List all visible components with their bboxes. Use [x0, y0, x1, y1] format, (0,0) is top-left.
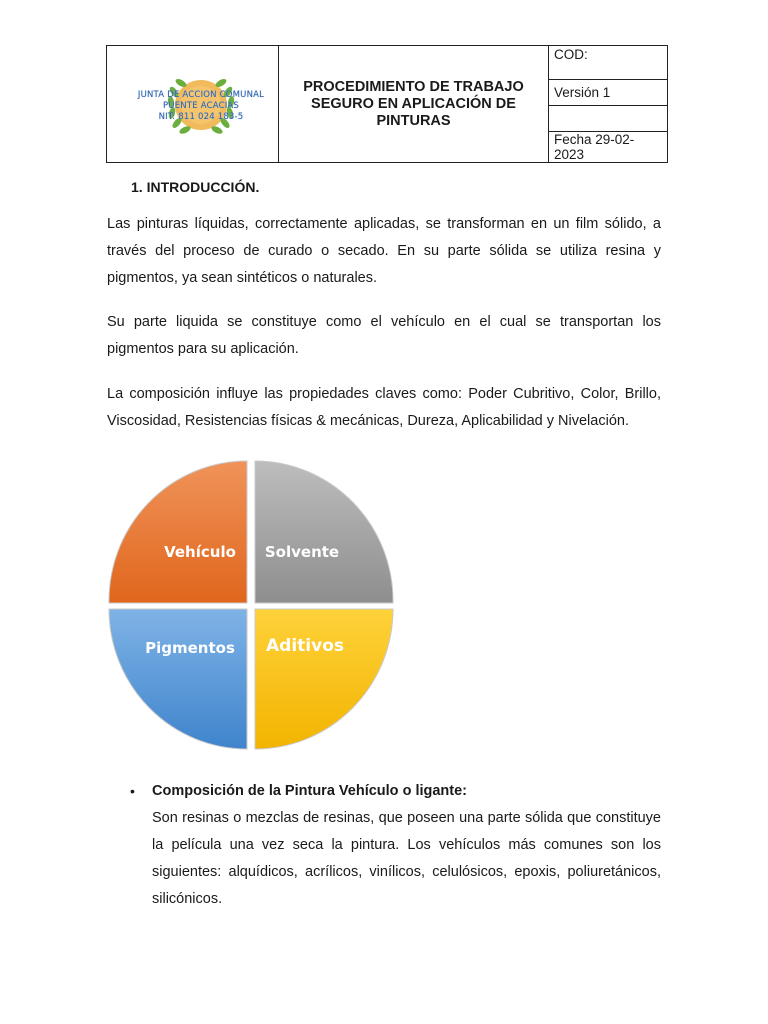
date-field: Fecha 29-02-2023 [549, 132, 668, 163]
blank-field [549, 106, 668, 132]
version-field: Versión 1 [549, 80, 668, 106]
quadrant-pigmentos [109, 609, 247, 749]
section-heading: 1. INTRODUCCIÓN. [131, 179, 260, 195]
cod-field: COD: [549, 46, 668, 80]
logo-cell [107, 46, 279, 163]
bullet-title: Composición de la Pintura Vehículo o ligante: [152, 783, 468, 799]
bullet-symbol: • [130, 783, 135, 799]
organization-logo [131, 72, 271, 138]
logo-line-1: JUNTA DE ACCION COMUNAL [137, 90, 265, 100]
logo-line-2: PUENTE ACACIAS [162, 101, 240, 111]
label-vehiculo: Vehículo [164, 543, 236, 561]
bullet-body: Son resinas o mezclas de resinas, que poseen una parte sólida que constituye la película una vez seca la pintura. Los vehículos más comunes son los siguientes: alquídicos, acrílicos, vinílicos, celulósicos, epoxis, poliuretánicos, silicónicos. [152, 810, 661, 907]
logo-line-3: NIT: 811 024 183-5 [158, 112, 244, 122]
label-solvente: Solvente [264, 543, 340, 561]
label-aditivos: Aditivos [266, 636, 344, 656]
intro-paragraph-1: Las pinturas líquidas, correctamente aplicadas, se transforman en un film sólido, a través del proceso de curado o secado. En su parte sólida se utiliza resina y pigmentos, ya sean sintéticos o naturales. [107, 216, 661, 286]
intro-paragraph-3: La composición influye las propiedades claves como: Poder Cubritivo, Color, Brillo, Viscosidad, Resistencias físicas & mecánicas, Dureza, Aplicabilidad y Nivelación. [107, 386, 661, 429]
document-title: PROCEDIMIENTO DE TRABAJO SEGURO EN APLICACIÓN DE PINTURAS [279, 46, 549, 163]
composition-diagram [104, 456, 399, 756]
quadrant-solvente [255, 461, 393, 603]
label-pigmentos: Pigmentos [145, 639, 235, 657]
quadrant-aditivos [255, 609, 393, 749]
intro-paragraph-2: Su parte liquida se constituye como el vehículo en el cual se transportan los pigmentos para su aplicación. [107, 314, 661, 357]
quadrant-vehiculo [109, 461, 247, 603]
document-header [106, 45, 668, 163]
